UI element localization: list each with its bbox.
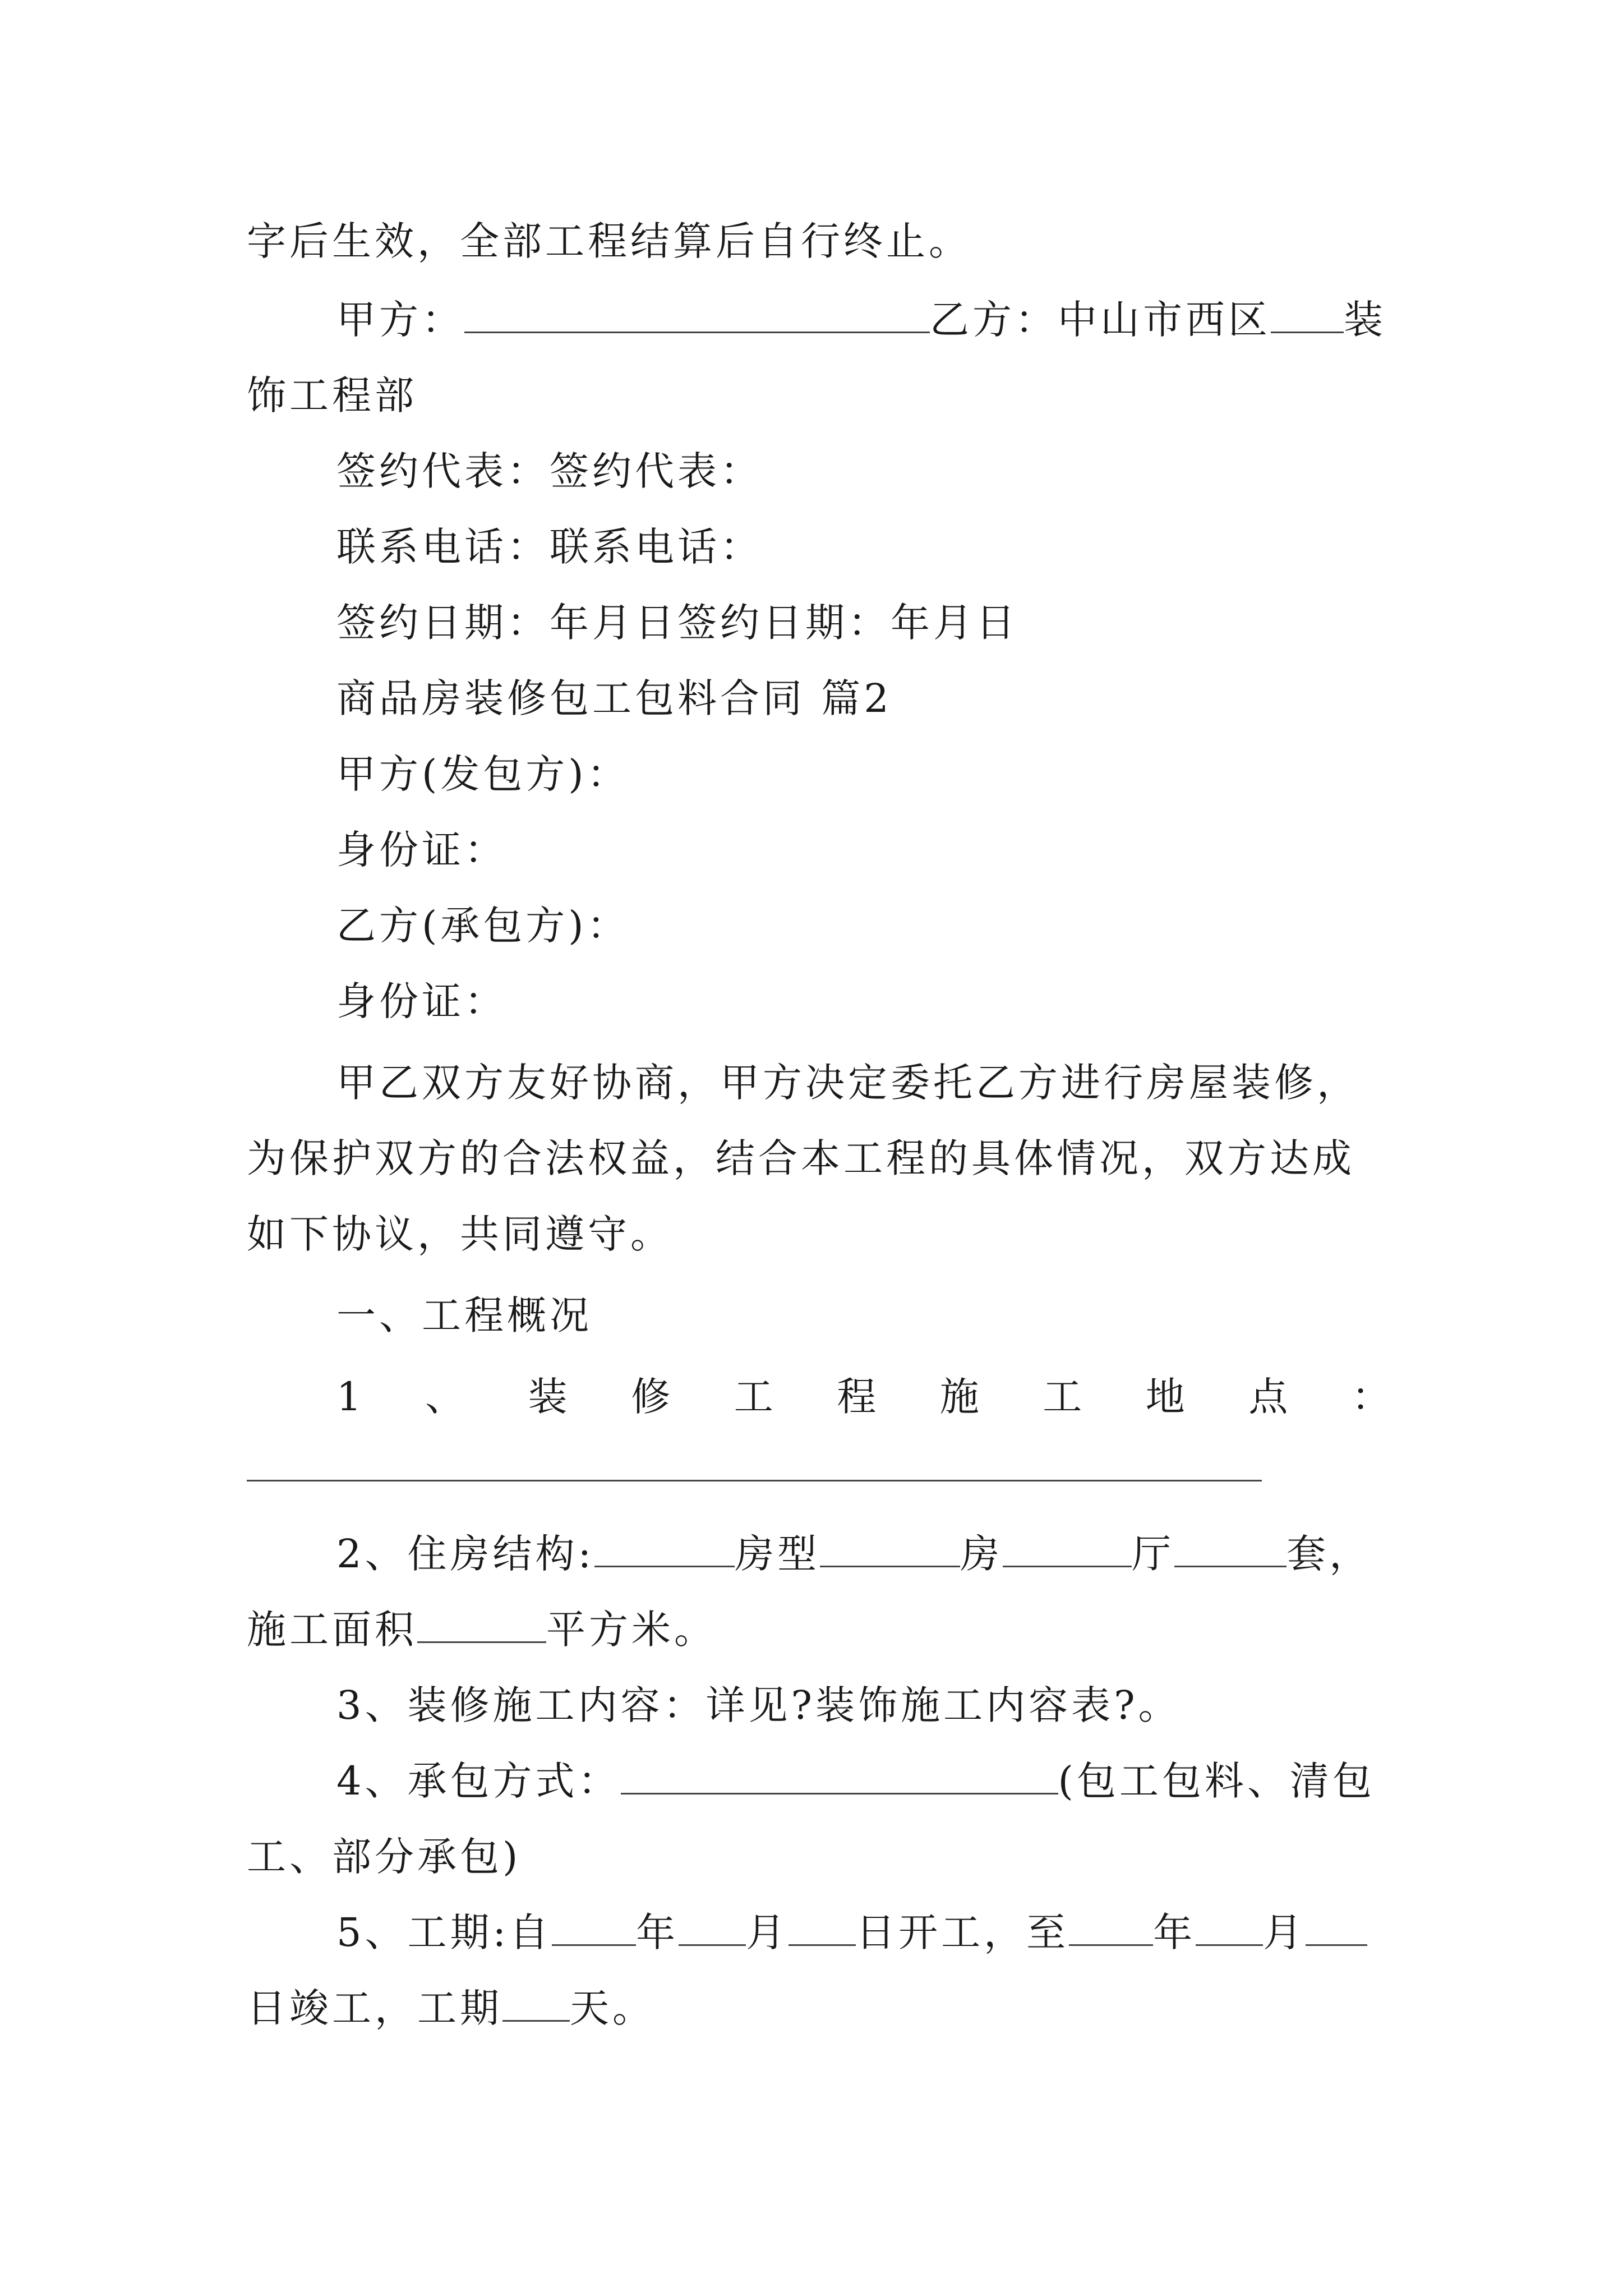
text: 地 (1145, 1374, 1185, 1420)
blank-field (1069, 1910, 1153, 1946)
text: 修 (631, 1374, 671, 1420)
text: 日竣工，工期 (247, 1985, 502, 2031)
text: 天。 (570, 1985, 655, 2031)
blank-field (789, 1910, 856, 1946)
section-title (336, 670, 892, 726)
text: 施 (939, 1374, 979, 1420)
text: 房型 (735, 1531, 820, 1577)
party-b-label: 乙方：中山市西区 (930, 297, 1271, 343)
blank-field (417, 1607, 546, 1643)
blank-field (820, 1531, 960, 1567)
text: 房 (960, 1531, 1003, 1577)
text: 厅 (1132, 1531, 1175, 1577)
blank-field (594, 1531, 735, 1567)
blank-field (679, 1910, 746, 1946)
text: (包工包料、清包 (1058, 1758, 1375, 1804)
blank-field (464, 297, 930, 333)
blank-field (1196, 1910, 1263, 1946)
text: 点 (1248, 1374, 1288, 1420)
text-line (247, 367, 417, 424)
text: 一、工程概况 (336, 1292, 592, 1338)
blank-field (1003, 1531, 1132, 1567)
blank-field (621, 1758, 1058, 1795)
text: 5、工期:自 (336, 1910, 552, 1955)
text: 4、承包方式： (336, 1758, 621, 1804)
text: 装 (1344, 297, 1386, 343)
text: 3、装修施工内容：详见?装饰施工内容表?。 (336, 1682, 1181, 1728)
text: 工 (734, 1374, 773, 1420)
text: ： (1351, 1374, 1391, 1420)
text-line (336, 519, 763, 575)
text-line (336, 1287, 592, 1343)
text: 日开工，至 (856, 1910, 1069, 1955)
text: 身份证： (336, 978, 507, 1024)
text: 1 (336, 1374, 362, 1420)
text: 签约代表：签约代表： (336, 448, 763, 494)
text: 工 (1043, 1374, 1082, 1420)
text: 甲方(发包方)： (336, 751, 630, 797)
text-line (336, 746, 630, 802)
text: 甲乙双方友好协商，甲方决定委托乙方进行房屋装修， (336, 1060, 1359, 1106)
text: 程 (837, 1374, 877, 1420)
text: 饰工程部 (247, 372, 417, 418)
text-line (336, 973, 507, 1029)
text: 月 (1263, 1910, 1306, 1955)
blank-field (1306, 1910, 1367, 1946)
text-line (247, 1829, 521, 1885)
text: 装 (528, 1374, 568, 1420)
text: 商品房装修包工包料合同 篇2 (336, 675, 892, 721)
text: 套， (1287, 1531, 1372, 1577)
text: 月 (746, 1910, 789, 1955)
party-line (336, 292, 1386, 348)
text-line (247, 1130, 1355, 1186)
text-line (336, 1055, 1359, 1111)
text-line (336, 1677, 1181, 1733)
text: 施工面积 (247, 1607, 417, 1653)
text: 年 (1153, 1910, 1196, 1955)
party-a-label: 甲方： (336, 297, 464, 343)
blank-field (552, 1910, 636, 1946)
text-line (247, 1980, 655, 2036)
text: 平方米。 (546, 1607, 717, 1653)
text: 联系电话：联系电话： (336, 524, 763, 570)
text: 身份证： (336, 827, 507, 873)
text-line (336, 1904, 1367, 1961)
blank-rule (247, 1480, 1262, 1481)
text-line (336, 443, 763, 499)
text: 工、部分承包) (247, 1834, 522, 1880)
text-line (247, 1602, 717, 1658)
text-line (336, 595, 1018, 651)
site-line (336, 1369, 1391, 1425)
text-line (336, 822, 507, 878)
text: 年 (636, 1910, 679, 1955)
text-line (247, 1206, 673, 1262)
blank-field (1271, 297, 1344, 333)
text: 签约日期：年月日签约日期：年月日 (336, 600, 1018, 646)
text: 2、住房结构: (336, 1531, 595, 1577)
text: 如下协议，共同遵守。 (247, 1211, 673, 1257)
text: 为保护双方的合法权益，结合本工程的具体情况，双方达成 (247, 1135, 1355, 1181)
text: 、 (425, 1374, 465, 1420)
text-line (336, 898, 630, 954)
blank-field (502, 1985, 570, 2022)
blank-field (1174, 1531, 1287, 1567)
text-line (336, 1526, 1372, 1582)
text: 字后生效，全部工程结算后自行终止。 (247, 218, 971, 264)
text: 乙方(承包方)： (336, 903, 630, 949)
text-line (336, 1753, 1375, 1809)
text-line (247, 213, 971, 269)
